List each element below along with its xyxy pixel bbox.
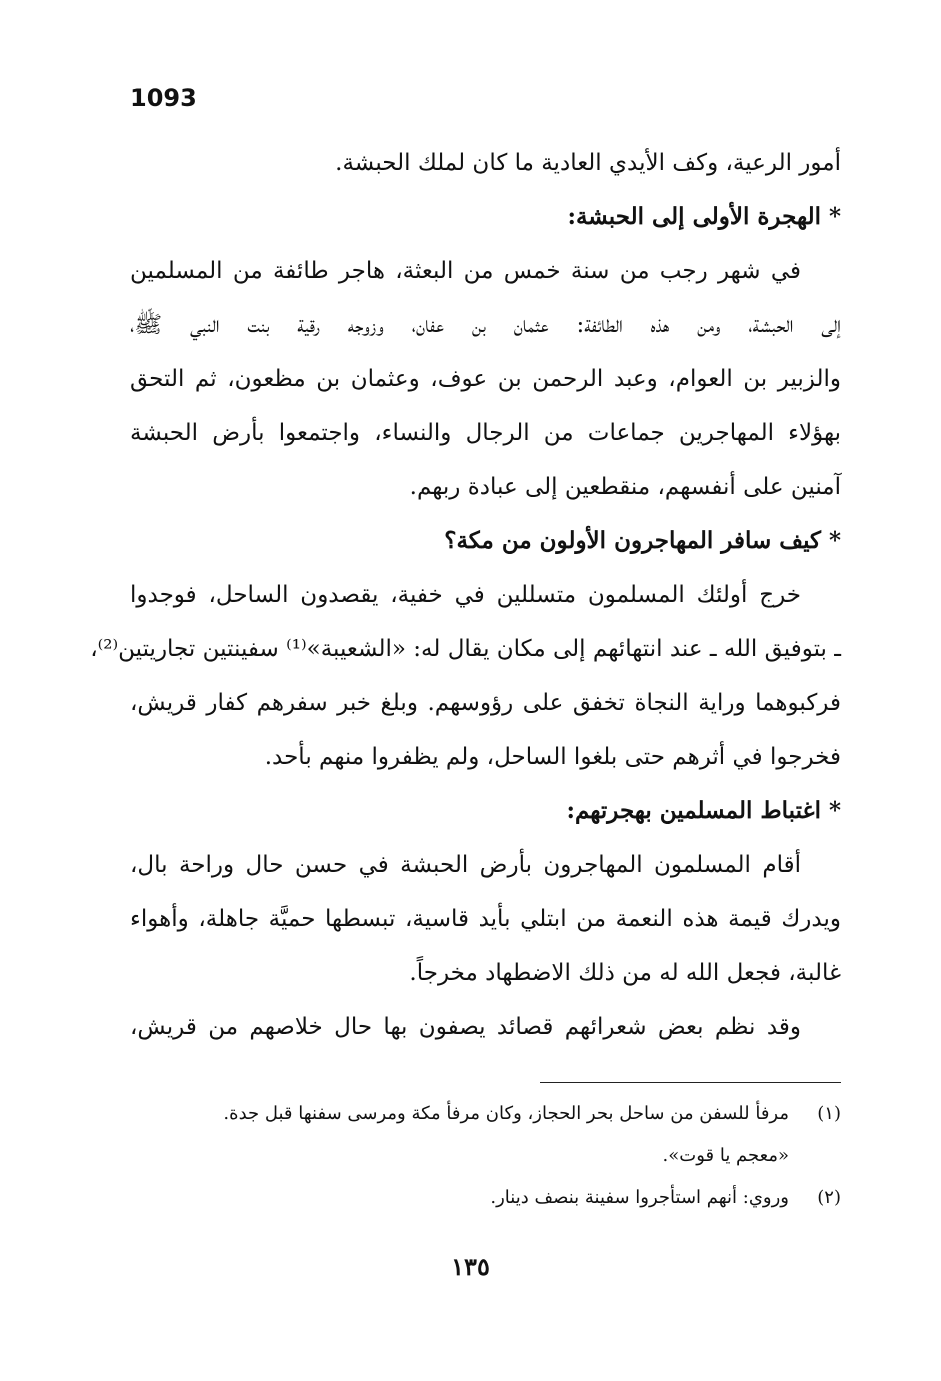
body-line-16: غالبة، فجعل الله له من ذلك الاضطهاد مخرجاً. xyxy=(409,960,841,986)
footnote-1-continuation: «معجم يا قوت». xyxy=(662,1145,789,1166)
footnote-2 xyxy=(130,1177,841,1219)
body-line-4: إلى الحبشة، ومن هذه الطائفة: عثمان بن عفان، وزوجه رقية بنت النبي ﷺ، xyxy=(130,312,841,338)
body-line-9: خرج أولئك المسلمون متسللين في خفية، يقصدون الساحل، فوجدوا xyxy=(130,582,801,608)
footnote-2-number: (٢) xyxy=(817,1187,841,1208)
footnote-1-text: مرفأ للسفن من ساحل بحر الحجاز، وكان مرفأ مكة ومرسى سفنها قبل جدة. xyxy=(223,1103,789,1124)
body-text xyxy=(90,136,841,1054)
section-heading-rejoicing: * اغتباط المسلمين بهجرتهم: xyxy=(566,797,841,824)
footnote-1 xyxy=(130,1093,841,1135)
section-heading-first-hijra: * الهجرة الأولى إلى الحبشة: xyxy=(567,203,841,230)
footnote-1-number: (١) xyxy=(817,1103,841,1124)
body-line-17: وقد نظم بعض شعرائهم قصائد يصفون بها حال خلاصهم من قريش، xyxy=(130,1014,801,1040)
body-line-11: فركبوهما وراية النجاة تخفق على رؤوسهم. وبلغ خبر سفرهم كفار قريش، xyxy=(130,690,841,716)
body-line-14: أقام المسلمون المهاجرون بأرض الحبشة في حسن حال وراحة بال، xyxy=(130,852,801,878)
footnotes xyxy=(130,1093,841,1219)
body-line-15: ويدرك قيمة هذه النعمة من ابتلي بأيد قاسية، تبسطها حميَّة جاهلة، وأهواء xyxy=(130,906,841,932)
body-line-10: ـ بتوفيق الله ـ عند انتهائهم إلى مكان يقال له: «الشعيبة»⁽¹⁾ سفينتين تجاريتين⁽²⁾، xyxy=(90,636,841,662)
footnote-separator xyxy=(540,1082,841,1083)
page-number-top: 1093 xyxy=(130,84,197,112)
body-line-5: والزبير بن العوام، وعبد الرحمن بن عوف، وعثمان بن مظعون، ثم التحق xyxy=(130,366,841,392)
body-line-1: أمور الرعية، وكف الأيدي العادية ما كان لملك الحبشة. xyxy=(335,150,841,176)
body-line-7: آمنين على أنفسهم، منقطعين إلى عبادة ربهم. xyxy=(409,474,841,500)
footnote-2-text: وروي: أنهم استأجروا سفينة بنصف دينار. xyxy=(490,1187,789,1208)
body-line-12: فخرجوا في أثرهم حتى بلغوا الساحل، ولم يظفروا منهم بأحد. xyxy=(264,744,841,770)
page-number-bottom: ١٣٥ xyxy=(451,1252,490,1281)
body-line-3: في شهر رجب من سنة خمس من البعثة، هاجر طائفة من المسلمين xyxy=(130,258,801,284)
section-heading-how-they-travelled: * كيف سافر المهاجرون الأولون من مكة؟ xyxy=(444,527,841,554)
body-line-6: بهؤلاء المهاجرين جماعات من الرجال والنساء، واجتمعوا بأرض الحبشة xyxy=(130,420,841,446)
